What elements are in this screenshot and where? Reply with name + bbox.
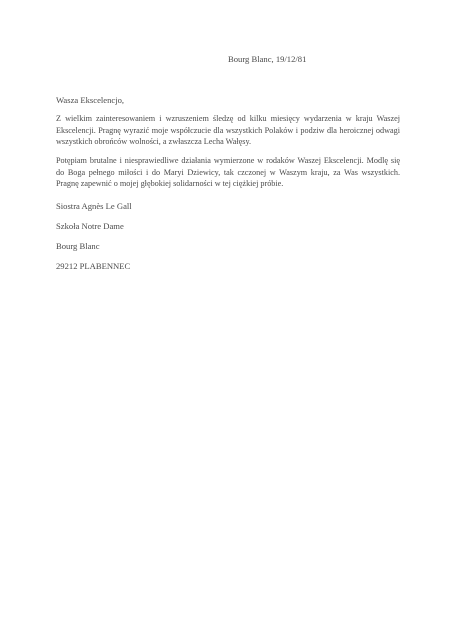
signature-town: Bourg Blanc	[56, 241, 100, 251]
salutation: Wasza Ekscelencjo,	[56, 95, 125, 105]
place-and-date: Bourg Blanc, 19/12/81	[228, 54, 307, 64]
signature-name: Siostra Agnès Le Gall	[56, 201, 132, 211]
signature-postal-code: 29212 PLABENNEC	[56, 261, 131, 271]
paragraph-2: Potępiam brutalne i niesprawiedliwe działania wymierzone w rodaków Waszej Ekscelencji. Modlę się do Boga pełnego miłości i do Maryi Dziewicy, tak czczonej w Waszym kraju, za Was wszystkich. Pragnę zapewnić o mojej głębokiej solidarności w tej ciężkiej próbie.	[56, 156, 400, 189]
signature-institution: Szkoła Notre Dame	[56, 221, 124, 231]
paragraph-1: Z wielkim zainteresowaniem i wzruszeniem śledzę od kilku miesięcy wydarzenia w kraju Waszej Ekscelencji. Pragnę wyrazić moje współczucie dla wszystkich Polaków i podziw dla heroicznej odwagi wszystkich obrońców wolności, a zwłaszcza Lecha Wałęsy.	[56, 114, 400, 147]
